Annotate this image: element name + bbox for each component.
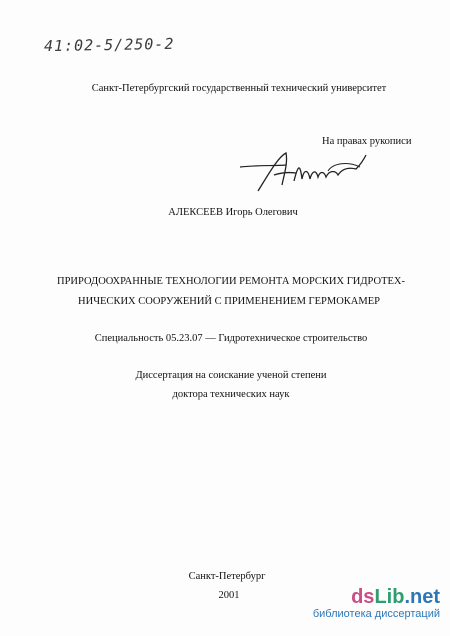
- city: Санкт-Петербург: [188, 571, 266, 582]
- dslib-logo: [351, 586, 440, 609]
- specialty-line: Специальность 05.23.07 — Гидротехническое строительство: [94, 333, 368, 344]
- year: 2001: [218, 590, 240, 601]
- dslib-watermark: [250, 586, 440, 622]
- handwritten-signature: [238, 145, 378, 195]
- dissertation-title-line-1: ПРИРОДООХРАННЫЕ ТЕХНОЛОГИИ РЕМОНТА МОРСКИХ ГИДРОТЕХ-: [57, 276, 405, 287]
- handwritten-catalog-number: 41:02-5/250-2: [43, 34, 175, 56]
- logo-ds: ds: [351, 586, 375, 608]
- dissertation-title-line-2: НИЧЕСКИХ СООРУЖЕНИЙ С ПРИМЕНЕНИЕМ ГЕРМОКАМЕР: [78, 296, 380, 307]
- university-name: Санкт-Петербургский государственный технический университет: [91, 83, 387, 94]
- logo-lib: Lib: [374, 586, 405, 608]
- watermark-subtitle: библиотека диссертаций: [312, 608, 440, 620]
- author-name: АЛЕКСЕЕВ Игорь Олегович: [168, 207, 298, 218]
- dissertation-degree-line-1: Диссертация на соискание ученой степени: [135, 370, 327, 381]
- rights-note: На правах рукописи: [322, 136, 412, 147]
- dissertation-degree-line-2: доктора технических наук: [172, 389, 290, 400]
- logo-net: .net: [404, 586, 440, 608]
